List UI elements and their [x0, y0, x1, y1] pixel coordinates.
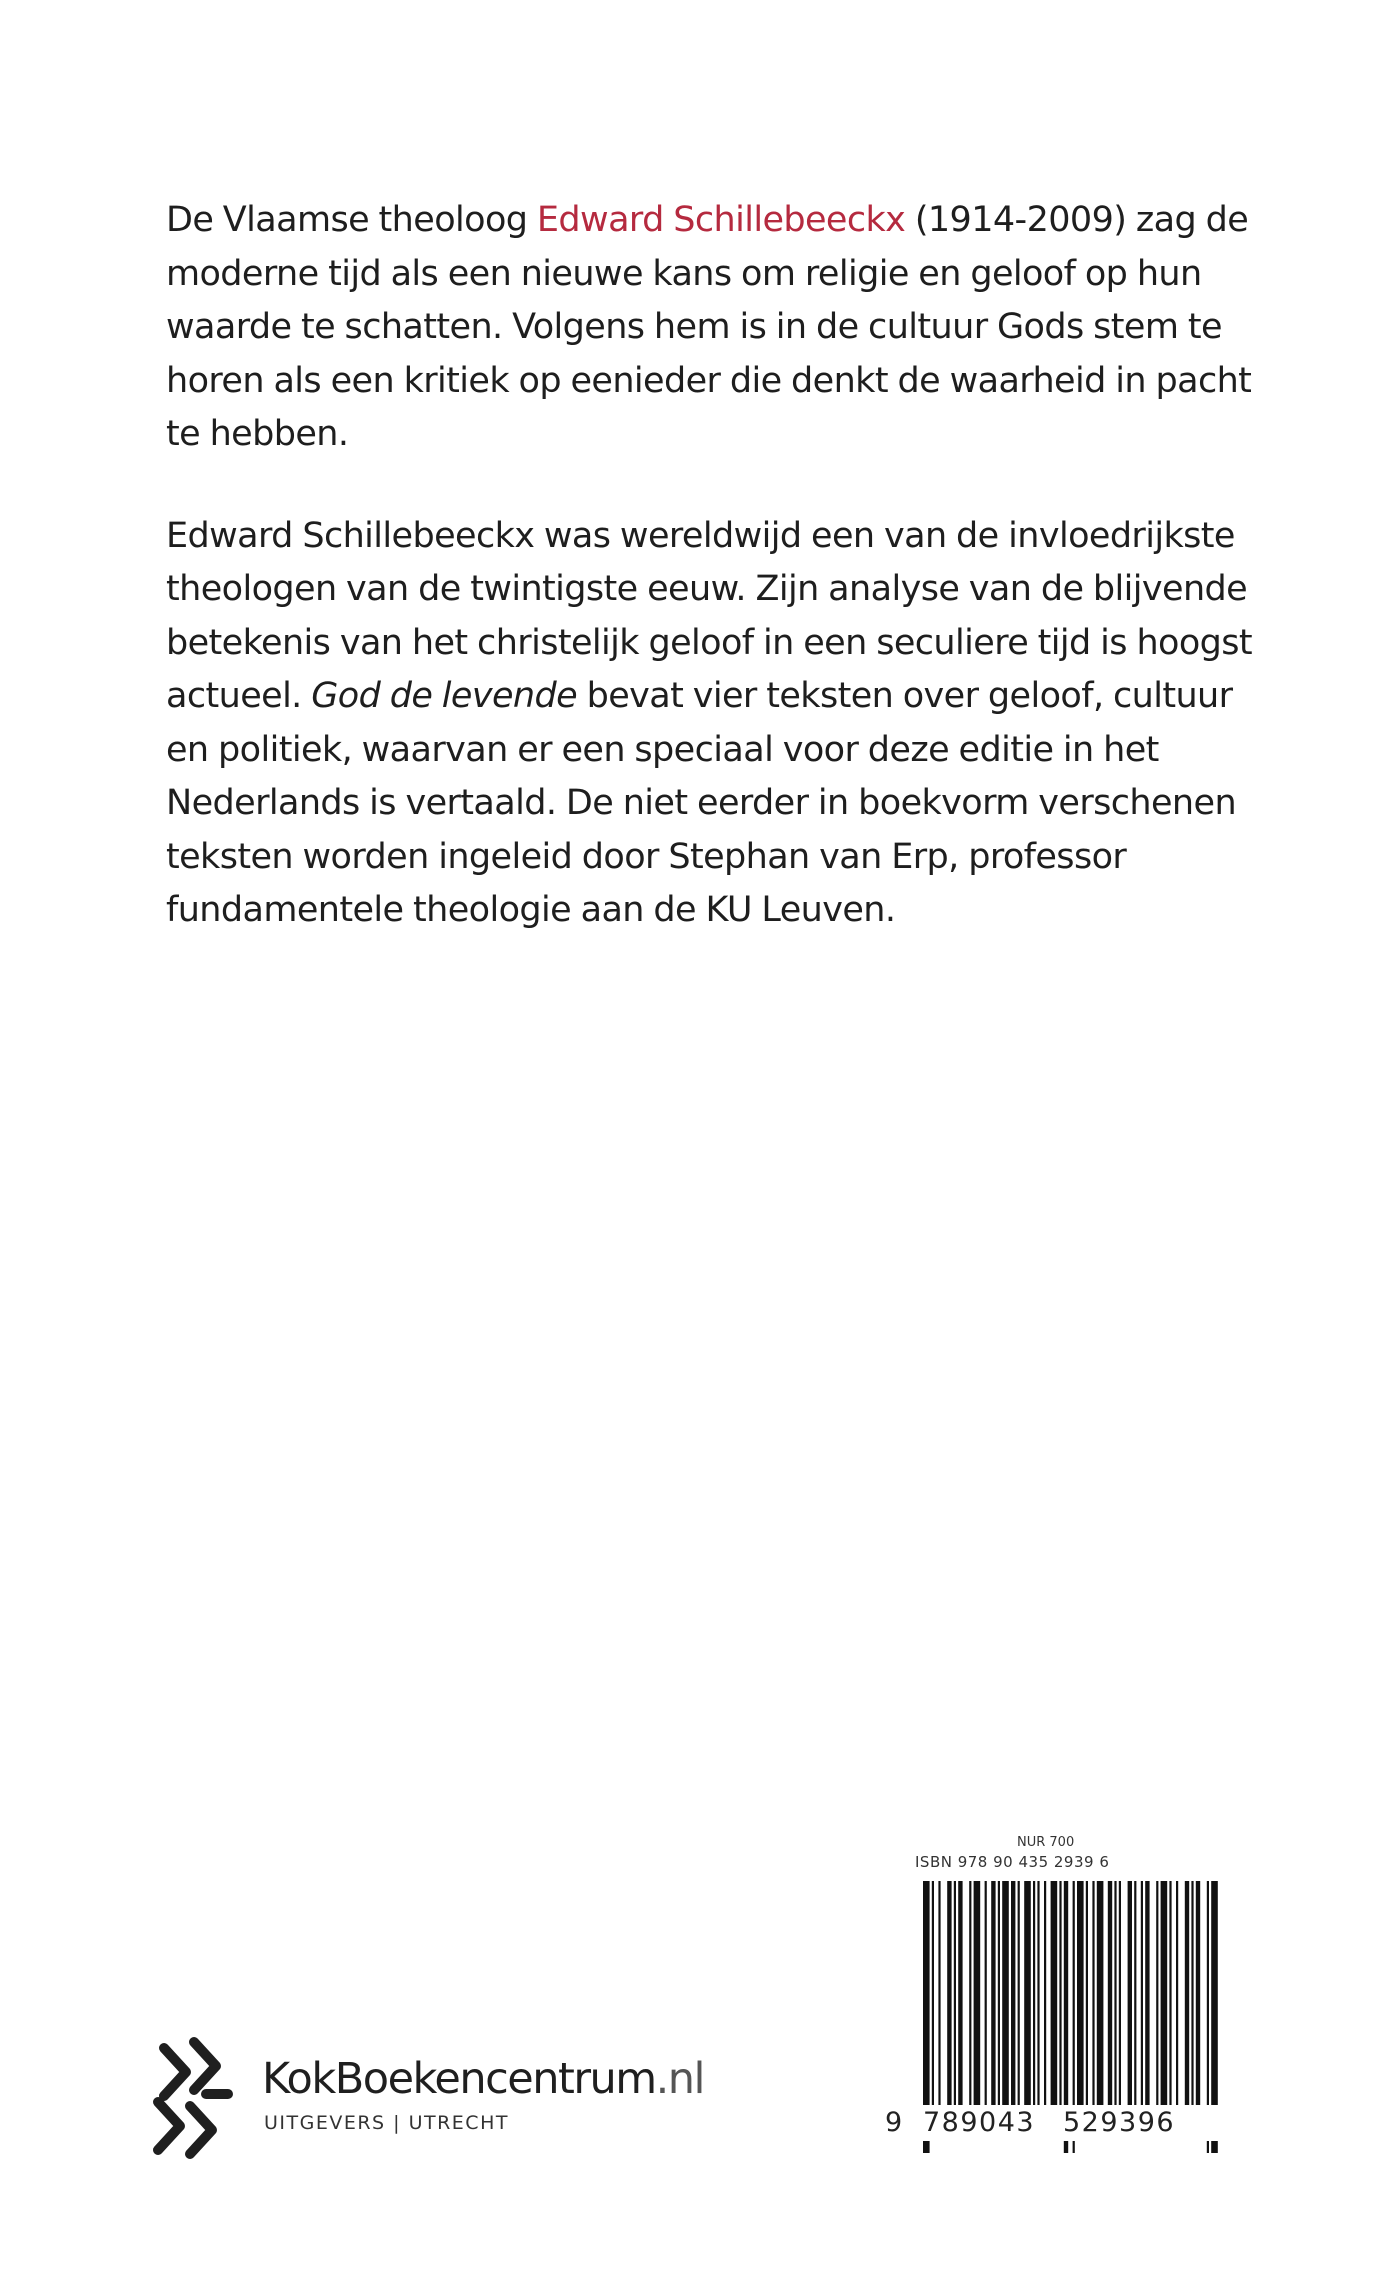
barcode-bar	[1108, 1881, 1112, 2139]
barcode-bar	[1119, 1881, 1121, 2139]
barcode-bar	[1051, 1881, 1058, 2139]
barcode-bar	[1128, 1881, 1132, 2139]
barcode-bar	[969, 1881, 971, 2139]
barcode-bar	[1191, 1881, 1193, 2139]
barcode-bar	[958, 1881, 962, 2139]
blurb-paragraph-1	[166, 194, 1266, 462]
publisher-name-tld: .nl	[655, 2054, 705, 2104]
barcode-bar	[1002, 1881, 1009, 2139]
barcode-bar	[1156, 1881, 1158, 2139]
blurb-p2-intro: Edward Schillebeeckx was wereldwijd een van de invloedrijkste theologen van de twintigste eeuw. Zijn analyse van de blijvende betekenis van het christelijk geloof in een seculiere tijd is hoogst actueel.	[166, 515, 1253, 716]
barcode-digits	[885, 2105, 1225, 2141]
barcode-bar	[1033, 1881, 1035, 2139]
barcode-bar	[1097, 1881, 1104, 2139]
barcode-block	[885, 1835, 1225, 2153]
barcode-bar	[938, 1881, 940, 2139]
barcode-bar	[1114, 1881, 1116, 2139]
back-cover-blurb	[166, 194, 1266, 938]
barcode-bar	[1145, 1881, 1149, 2139]
blurb-p1-body: (1914-2009) zag de moderne tijd als een nieuwe kans om religie en geloof op hun waarde te schatten. Volgens hem is in de cultuur Gods stem te horen als een kritiek op eenieder die denkt de waarheid in pacht te hebben.	[166, 200, 1252, 454]
barcode-bar	[1161, 1881, 1168, 2139]
barcode-bar	[1185, 1881, 1189, 2139]
book-title-italic: God de levende	[311, 676, 578, 716]
nur-code: NUR 700	[1017, 1835, 1075, 1850]
kok-boekencentrum-logo-icon	[150, 2036, 236, 2160]
barcode-bar	[991, 1881, 995, 2139]
publisher-logo	[150, 2036, 770, 2156]
publisher-name-main: KokBoekencentrum	[262, 2054, 656, 2104]
barcode-bar	[985, 1881, 987, 2139]
barcode-bar	[932, 1881, 934, 2139]
blurb-paragraph-2	[166, 510, 1266, 938]
barcode-digits-right: 529396	[1063, 2105, 1203, 2141]
barcode-bar	[1011, 1881, 1015, 2139]
barcode-bar	[1169, 1881, 1171, 2139]
barcode-bar	[1037, 1881, 1039, 2139]
author-name-highlight: Edward Schillebeeckx	[536, 200, 906, 240]
barcode-digit-first: 9	[885, 2105, 923, 2141]
barcode-bar	[1044, 1881, 1046, 2139]
barcode-bar	[1134, 1881, 1136, 2139]
barcode-bar	[1092, 1881, 1094, 2139]
barcode-bar	[1196, 1881, 1200, 2139]
barcode-bar	[947, 1881, 951, 2139]
barcode-bar	[1059, 1881, 1061, 2139]
barcode-bar	[1176, 1881, 1178, 2139]
isbn-text: ISBN 978 90 435 2939 6	[915, 1853, 1110, 1871]
publisher-subline: UITGEVERS | UTRECHT	[264, 2112, 509, 2134]
barcode-bar	[1018, 1881, 1020, 2139]
publisher-name	[262, 2054, 704, 2104]
barcode-bar	[998, 1881, 1000, 2139]
barcode-bar	[1141, 1881, 1143, 2139]
barcode-bar	[1024, 1881, 1031, 2139]
barcode-bar	[954, 1881, 956, 2139]
barcode-bar	[1086, 1881, 1088, 2139]
blurb-p2-body: bevat vier teksten over geloof, cultuur en politiek, waarvan er een speciaal voor deze editie in het Nederlands is vertaald. De niet eerder in boekvorm verschenen teksten worden ingeleid door Stephan van Erp, professor fundamentele theologie aan de KU Leuven.	[166, 676, 1237, 930]
blurb-p1-intro: De Vlaamse theoloog	[166, 200, 537, 240]
barcode-bar	[974, 1881, 981, 2139]
barcode-digits-left: 789043	[923, 2105, 1063, 2141]
barcode-bar	[1077, 1881, 1084, 2139]
